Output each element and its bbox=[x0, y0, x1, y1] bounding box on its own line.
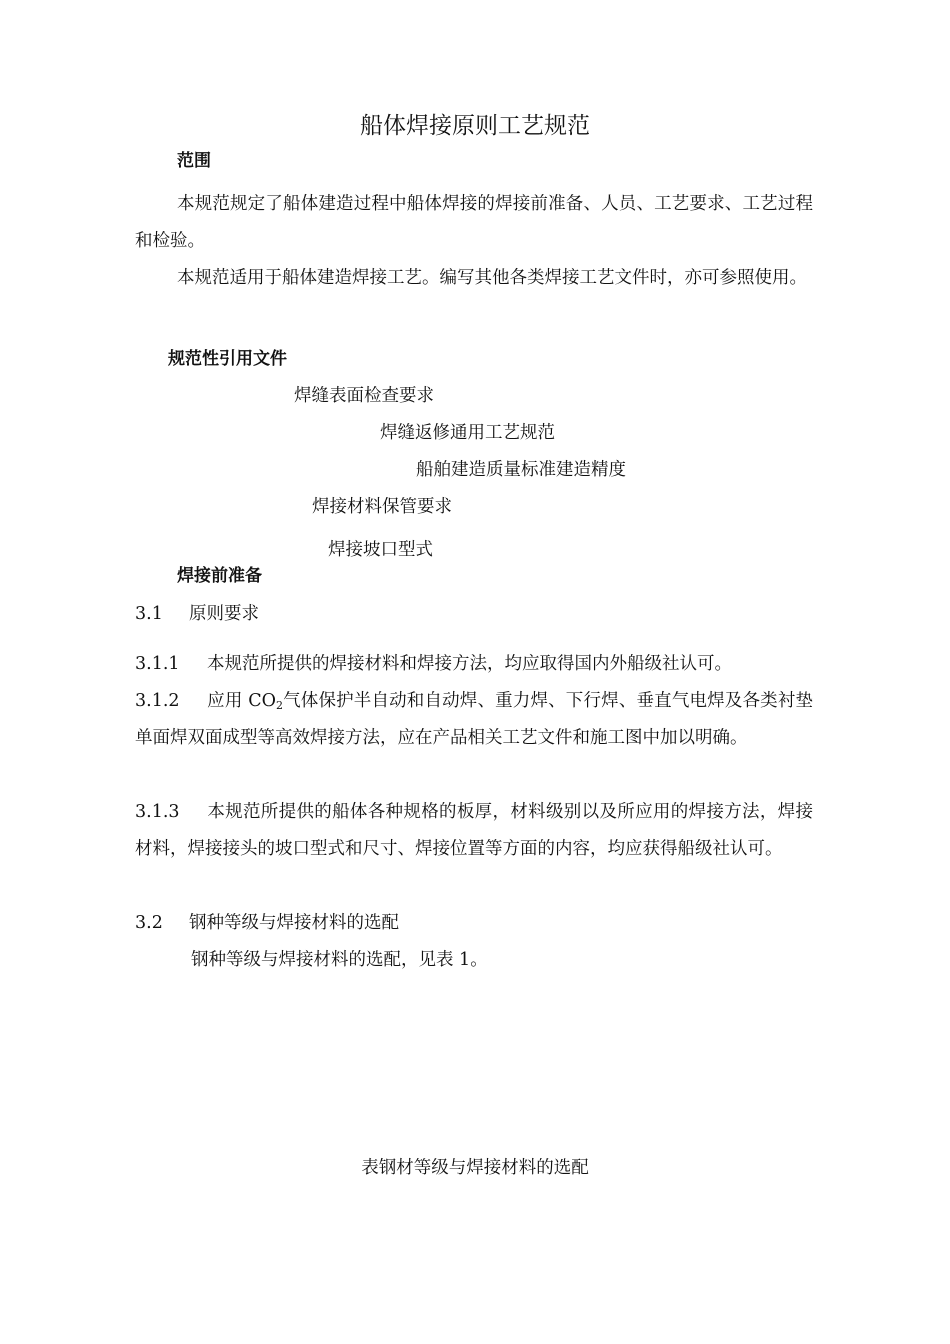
clause-number: 3.1.1 bbox=[135, 654, 180, 674]
clause-text: 应用 CO bbox=[207, 691, 276, 711]
clause-3-2-body: 钢种等级与焊接材料的选配，见表 1。 bbox=[191, 950, 488, 970]
subscript: 2 bbox=[275, 699, 283, 712]
clause-text: 钢种等级与焊接材料的选配 bbox=[189, 913, 399, 933]
clause-number: 3.2 bbox=[135, 913, 163, 933]
clause-3-1 bbox=[135, 606, 259, 624]
scope-paragraph-2: 本规范适用于船体建造焊接工艺。编写其他各类焊接工艺文件时，亦可参照使用。 bbox=[177, 268, 807, 288]
reference-item: 焊缝返修通用工艺规范 bbox=[380, 423, 555, 443]
reference-item: 焊接坡口型式 bbox=[328, 540, 433, 560]
clause-number: 3.1.2 bbox=[135, 691, 180, 711]
table-caption: 表钢材等级与焊接材料的选配 bbox=[361, 1158, 589, 1178]
clause-text: 本规范所提供的船体各种规格的板厚，材料级别以及所应用的焊接方法，焊接材料，焊接接头的坡口型式和尺寸、焊接位置等方面的内容，均应获得船级社认可。 bbox=[135, 802, 813, 859]
reference-item: 焊缝表面检查要求 bbox=[294, 386, 434, 406]
clause-number: 3.1.3 bbox=[135, 802, 180, 822]
clause-text: 原则要求 bbox=[189, 604, 259, 624]
clause-3-1-3 bbox=[135, 794, 813, 868]
section-heading-prep: 焊接前准备 bbox=[177, 566, 262, 586]
clause-3-1-2 bbox=[135, 683, 813, 757]
clause-number: 3.1 bbox=[135, 604, 163, 624]
section-heading-references: 规范性引用文件 bbox=[168, 349, 287, 369]
clause-text: 气体保护半自动和自动焊、重力焊、下行焊、垂直气电焊及各类衬垫单面焊双面成型等高效焊接方法，应在产品相关工艺文件和施工图中加以明确。 bbox=[135, 691, 813, 748]
section-heading-scope: 范围 bbox=[177, 151, 211, 171]
reference-item: 船舶建造质量标准建造精度 bbox=[416, 460, 626, 480]
scope-paragraph-1: 本规范规定了船体建造过程中船体焊接的焊接前准备、人员、工艺要求、工艺过程和检验。 bbox=[135, 194, 813, 251]
clause-text: 本规范所提供的焊接材料和焊接方法，均应取得国内外船级社认可。 bbox=[207, 654, 732, 674]
document-title: 船体焊接原则工艺规范 bbox=[360, 113, 590, 139]
clause-3-2 bbox=[135, 915, 399, 933]
reference-item: 焊接材料保管要求 bbox=[312, 497, 452, 517]
clause-3-1-1 bbox=[135, 656, 732, 674]
